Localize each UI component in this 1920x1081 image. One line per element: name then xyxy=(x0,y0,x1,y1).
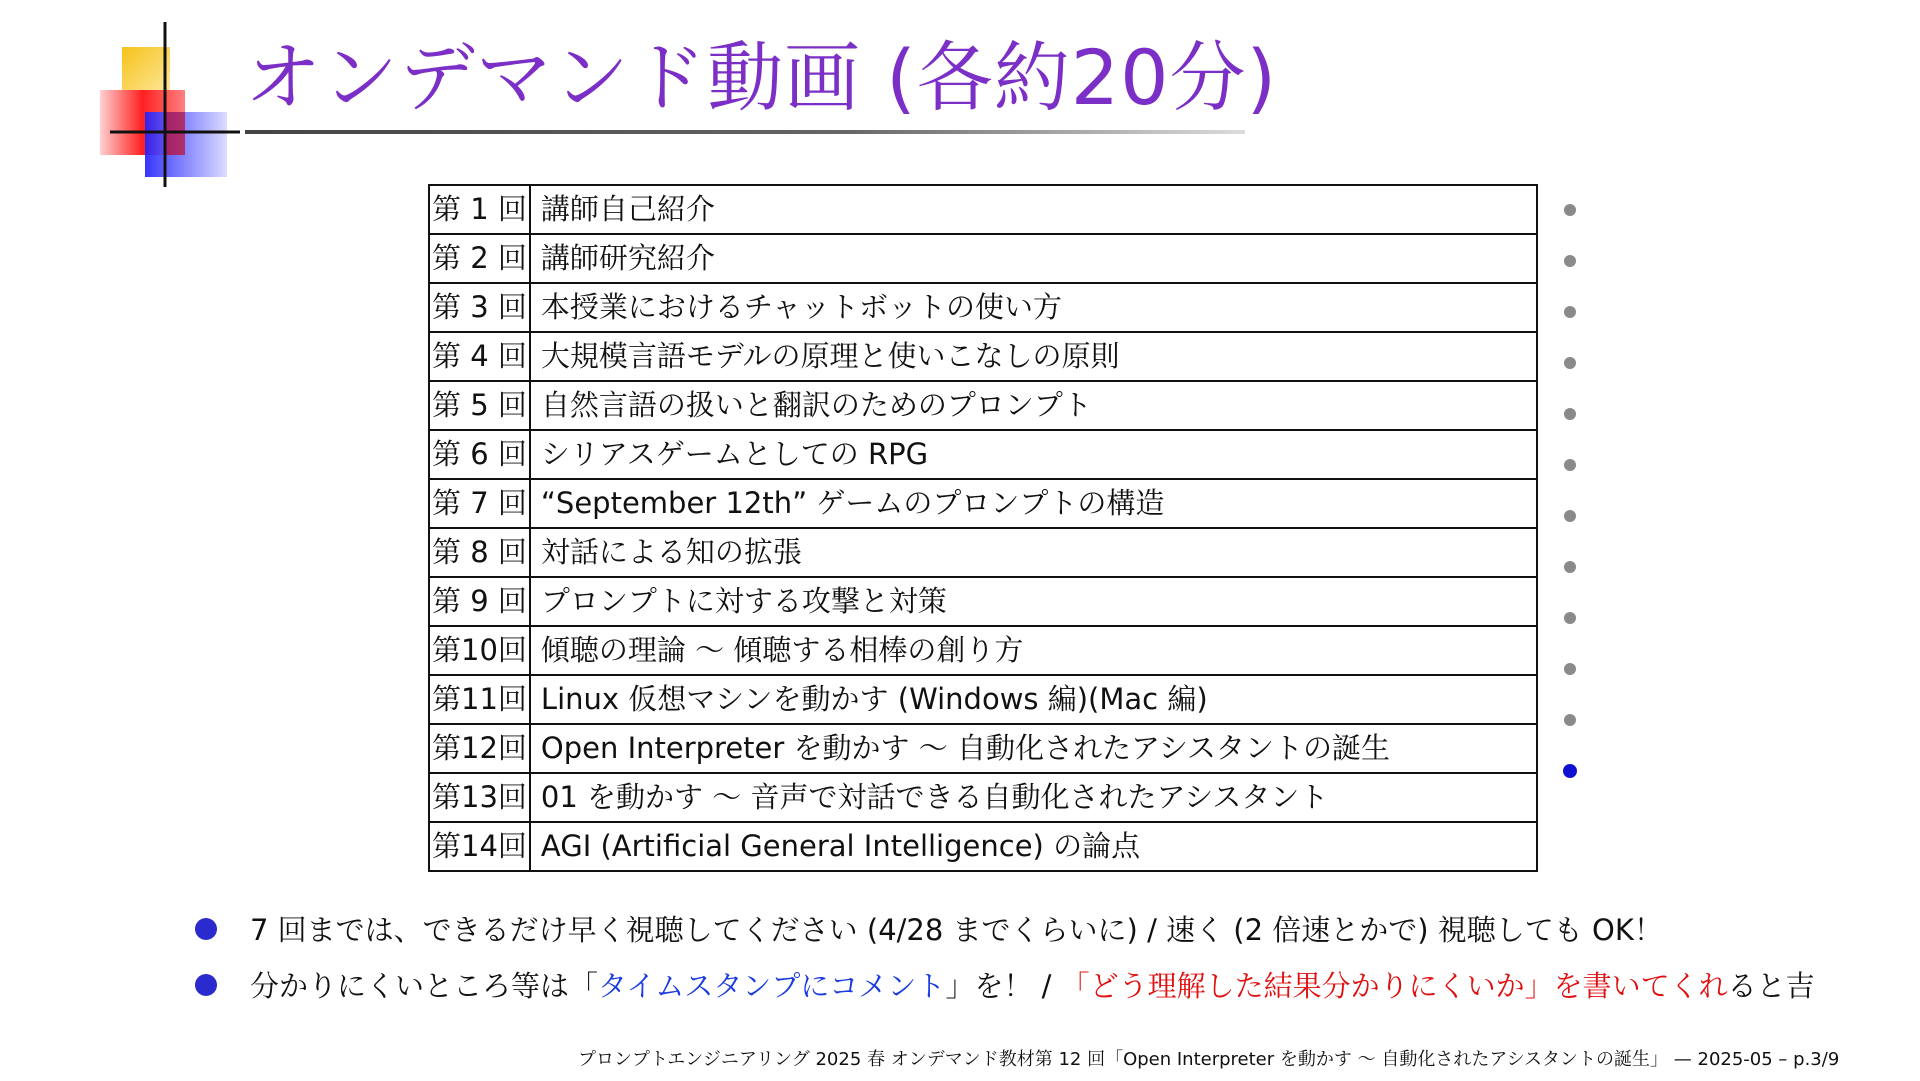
lecture-topic: プロンプトに対する攻撃と対策 xyxy=(530,577,1537,626)
note-item xyxy=(195,902,1815,958)
schedule-row xyxy=(429,822,1537,871)
schedule-row xyxy=(429,675,1537,724)
lecture-marker-icon xyxy=(1564,561,1576,573)
lecture-topic: Linux 仮想マシンを動かす (Windows 編)(Mac 編) xyxy=(530,675,1537,724)
lecture-topic: 本授業におけるチャットボットの使い方 xyxy=(530,283,1537,332)
lecture-topic: Open Interpreter を動かす ～ 自動化されたアシスタントの誕生 xyxy=(530,724,1537,773)
schedule-row xyxy=(429,724,1537,773)
lecture-marker-icon xyxy=(1564,357,1576,369)
lecture-marker-icon xyxy=(1564,663,1576,675)
note-highlight-blue: タイムスタンプにコメント xyxy=(598,969,946,1003)
slide-title: オンデマンド動画 (各約20分) xyxy=(245,33,1278,122)
lecture-number: 第11回 xyxy=(429,675,530,724)
lecture-number: 第 5 回 xyxy=(429,381,530,430)
schedule-row xyxy=(429,185,1537,234)
schedule-row xyxy=(429,479,1537,528)
lecture-number: 第10回 xyxy=(429,626,530,675)
lecture-marker-icon xyxy=(1564,306,1576,318)
bullet-icon xyxy=(195,974,217,996)
slide-logo-icon xyxy=(100,22,240,187)
lecture-topic: 傾聴の理論 ～ 傾聴する相棒の創り方 xyxy=(530,626,1537,675)
schedule-row xyxy=(429,430,1537,479)
lecture-topic: 01 を動かす ～ 音声で対話できる自動化されたアシスタント xyxy=(530,773,1537,822)
note-text: 」を！ / xyxy=(945,969,1061,1003)
note-text: ると吉 xyxy=(1727,969,1815,1003)
lecture-number: 第14回 xyxy=(429,822,530,871)
lecture-number: 第 6 回 xyxy=(429,430,530,479)
title-underline xyxy=(245,130,1245,134)
lecture-number: 第 1 回 xyxy=(429,185,530,234)
lecture-topic: 自然言語の扱いと翻訳のためのプロンプト xyxy=(530,381,1537,430)
lecture-marker-icon xyxy=(1564,816,1576,828)
lecture-number: 第 8 回 xyxy=(429,528,530,577)
note-text: 分かりにくいところ等は「 xyxy=(250,969,599,1003)
lecture-topic: シリアスゲームとしての RPG xyxy=(530,430,1537,479)
lecture-number: 第 7 回 xyxy=(429,479,530,528)
note-item xyxy=(195,958,1815,1014)
note-highlight-red: 「どう理解した結果分かりにくいか」を書いてくれ xyxy=(1060,969,1728,1003)
lecture-marker-icon xyxy=(1564,510,1576,522)
schedule-row xyxy=(429,528,1537,577)
lecture-topic: 講師研究紹介 xyxy=(530,234,1537,283)
lecture-marker-icon xyxy=(1564,204,1576,216)
notes-list xyxy=(195,902,1815,1014)
lecture-marker-icon xyxy=(1564,714,1576,726)
slide-footer: プロンプトエンジニアリング 2025 春 オンデマンド教材第 12 回「Open Interpreter を動かす ～ 自動化されたアシスタントの誕生」 — 2025-05 – p.3/9 xyxy=(578,1049,1840,1070)
note-text: 7 回までは、できるだけ早く視聴してください (4/28 までくらいに) / 速く (2 倍速とかで) 視聴しても OK！ xyxy=(250,913,1663,947)
progress-markers xyxy=(1555,184,1585,898)
lecture-topic: 講師自己紹介 xyxy=(530,185,1537,234)
schedule-row xyxy=(429,577,1537,626)
lecture-number: 第12回 xyxy=(429,724,530,773)
schedule-row xyxy=(429,234,1537,283)
bullet-icon xyxy=(195,918,217,940)
schedule-row xyxy=(429,283,1537,332)
lecture-number: 第 3 回 xyxy=(429,283,530,332)
lecture-topic: 対話による知の拡張 xyxy=(530,528,1537,577)
lecture-topic: 大規模言語モデルの原理と使いこなしの原則 xyxy=(530,332,1537,381)
schedule-row xyxy=(429,773,1537,822)
lecture-number: 第 4 回 xyxy=(429,332,530,381)
current-lecture-marker-icon xyxy=(1563,764,1577,778)
lecture-marker-icon xyxy=(1564,612,1576,624)
lecture-topic: AGI (Artificial General Intelligence) の論点 xyxy=(530,822,1537,871)
lecture-number: 第 9 回 xyxy=(429,577,530,626)
lecture-marker-icon xyxy=(1564,408,1576,420)
lecture-number: 第13回 xyxy=(429,773,530,822)
lecture-marker-icon xyxy=(1564,255,1576,267)
schedule-row xyxy=(429,626,1537,675)
schedule-row xyxy=(429,381,1537,430)
schedule-row xyxy=(429,332,1537,381)
lecture-marker-icon xyxy=(1564,459,1576,471)
lecture-number: 第 2 回 xyxy=(429,234,530,283)
lecture-schedule-table xyxy=(428,184,1538,872)
lecture-topic: “September 12th” ゲームのプロンプトの構造 xyxy=(530,479,1537,528)
lecture-marker-icon xyxy=(1564,867,1576,879)
